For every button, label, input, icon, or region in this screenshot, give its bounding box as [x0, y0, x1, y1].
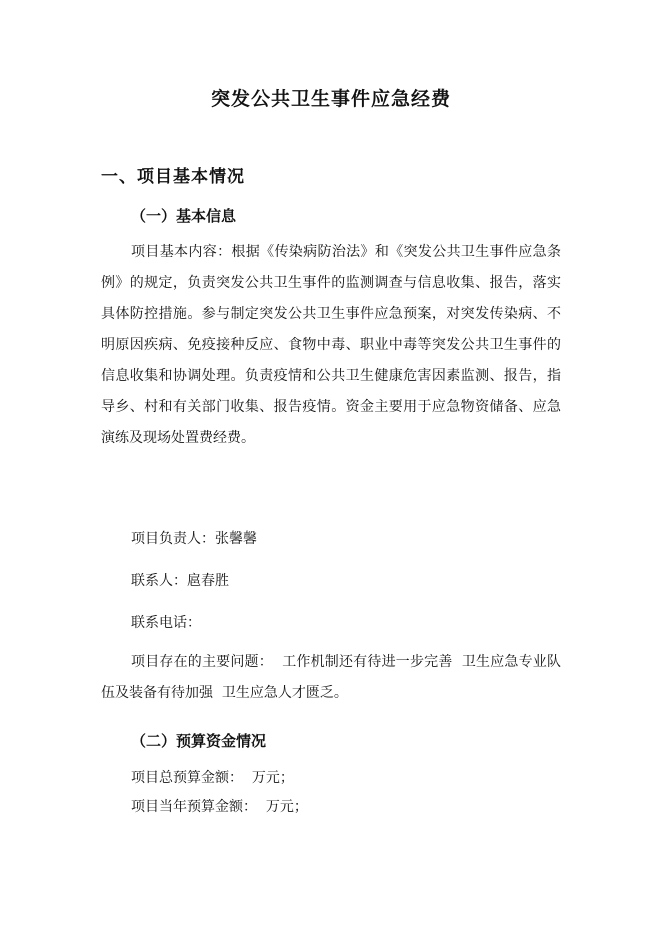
document-title: 突发公共卫生事件应急经费 [210, 88, 451, 110]
subsection-heading-basic: （一）基本信息 [131, 207, 237, 225]
subsection-heading-budget: （二）预算资金情况 [131, 732, 267, 750]
total-budget-amount: 项目总预算金额： 万元； [131, 770, 294, 786]
main-problems-paragraph: 项目存在的主要问题： 工作机制还有待进一步完善 卫生应急专业队伍及装备有待加强 卫生应急人才匮乏。 [101, 654, 561, 701]
year-budget-amount: 项目当年预算金额： 万元； [131, 799, 308, 815]
project-leader: 项目负责人：张馨馨 [131, 531, 257, 547]
contact-person: 联系人：扈春胜 [131, 573, 229, 589]
contact-phone: 联系电话： [131, 615, 201, 631]
section-heading-basic-info: 一、项目基本情况 [101, 167, 245, 187]
project-content-paragraph: 项目基本内容：根据《传染病防治法》和《突发公共卫生事件应急条例》的规定，负责突发公共卫生事件的监测调查与信息收集、报告，落实具体防控措施。参与制定突发公共卫生事件应急预案，对突发传染病、不明原因疾病、免疫接种反应、食物中毒、职业中毒等突发公共卫生事件的信息收集和协调处理。负责疫情和公共卫生健康危害因素监测、报告，指导乡、村和有关部门收集、报告疫情。资金主要用于应急物资储备、应急演练及现场处置费经费。 [101, 244, 561, 446]
